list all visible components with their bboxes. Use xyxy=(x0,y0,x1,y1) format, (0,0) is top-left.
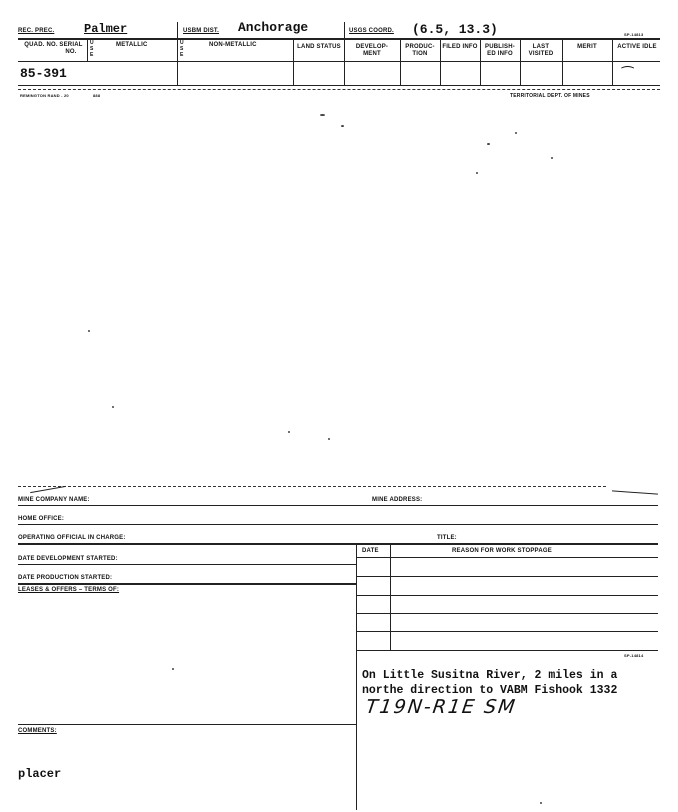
production-label: PRODUC-TION xyxy=(405,44,435,57)
date-production-label: DATE PRODUCTION STARTED: xyxy=(18,575,113,581)
date-development-label: DATE DEVELOPMENT STARTED: xyxy=(18,556,118,562)
serial-label: SERIAL NO. xyxy=(59,42,83,55)
scan-speck xyxy=(341,125,344,127)
home-office-label: HOME OFFICE: xyxy=(18,516,65,522)
location-note-line2: northe direction to VABM Fishook 1332 xyxy=(362,684,618,697)
usbm-dist-value: Anchorage xyxy=(238,20,309,35)
scan-speck xyxy=(172,668,174,670)
printer-code: 888 xyxy=(93,93,101,98)
form-number-2: SP-14814 xyxy=(624,653,644,658)
use-letters: U S E xyxy=(90,40,94,58)
scan-speck xyxy=(487,143,490,145)
quad-label: QUAD. NO. xyxy=(24,42,58,48)
scan-speck xyxy=(320,114,325,116)
scan-speck xyxy=(328,438,330,440)
development-label: DEVELOP-MENT xyxy=(355,44,389,57)
filed-info-label: FILED INFO xyxy=(442,44,478,50)
leases-label: LEASES & OFFERS – TERMS OF: xyxy=(18,587,120,593)
operating-official-label: OPERATING OFFICIAL IN CHARGE: xyxy=(18,535,126,541)
use-letters-2: U S E xyxy=(180,40,184,58)
scan-speck xyxy=(88,330,90,332)
comments-value: placer xyxy=(18,767,62,781)
quad-serial-value: 85-391 xyxy=(20,66,67,81)
published-info-label: PUBLISH-ED INFO xyxy=(485,44,515,57)
mine-company-label: MINE COMPANY NAME: xyxy=(18,497,90,503)
non-metallic-label: NON-METALLIC xyxy=(209,42,257,48)
scan-speck xyxy=(551,157,553,159)
header-rule xyxy=(18,38,660,40)
location-note-line1: On Little Susitna River, 2 miles in a xyxy=(362,669,618,682)
rec-prec-value: Palmer xyxy=(84,22,128,36)
scan-speck xyxy=(540,802,542,804)
date-col-label: DATE xyxy=(362,548,379,554)
printer-label: REMINGTON RAND - 20 xyxy=(20,93,69,98)
reason-col-label: REASON FOR WORK STOPPAGE xyxy=(452,548,552,554)
title-label: TITLE: xyxy=(437,535,457,541)
column-header-rule xyxy=(18,61,660,62)
handwritten-location: T19N-R1E SM xyxy=(364,696,519,718)
scan-speck xyxy=(288,431,290,433)
record-bottom-rule xyxy=(18,85,660,86)
usgs-coord-value: (6.5, 13.3) xyxy=(412,22,498,37)
comments-label: COMMENTS: xyxy=(18,728,57,734)
land-status-label: LAND STATUS xyxy=(297,44,341,50)
dept-label: TERRITORIAL DEPT. OF MINES xyxy=(510,93,590,99)
scan-speck xyxy=(476,172,478,174)
scan-speck xyxy=(515,132,517,134)
metallic-label: METALLIC xyxy=(116,42,148,48)
usbm-dist-label: USBM DIST. xyxy=(183,28,220,34)
last-visited-label: LAST VISITED xyxy=(528,44,554,57)
active-idle-mark: ⁀ xyxy=(622,68,634,84)
usgs-coord-label: USGS COORD. xyxy=(349,28,394,34)
rec-prec-label: REC. PREC. xyxy=(18,28,55,34)
scan-speck xyxy=(112,406,114,408)
form-number: SP-14813 xyxy=(624,32,644,37)
merit-label: MERIT xyxy=(577,44,597,50)
active-idle-label: ACTIVE IDLE xyxy=(617,44,657,50)
mine-address-label: MINE ADDRESS: xyxy=(372,497,423,503)
